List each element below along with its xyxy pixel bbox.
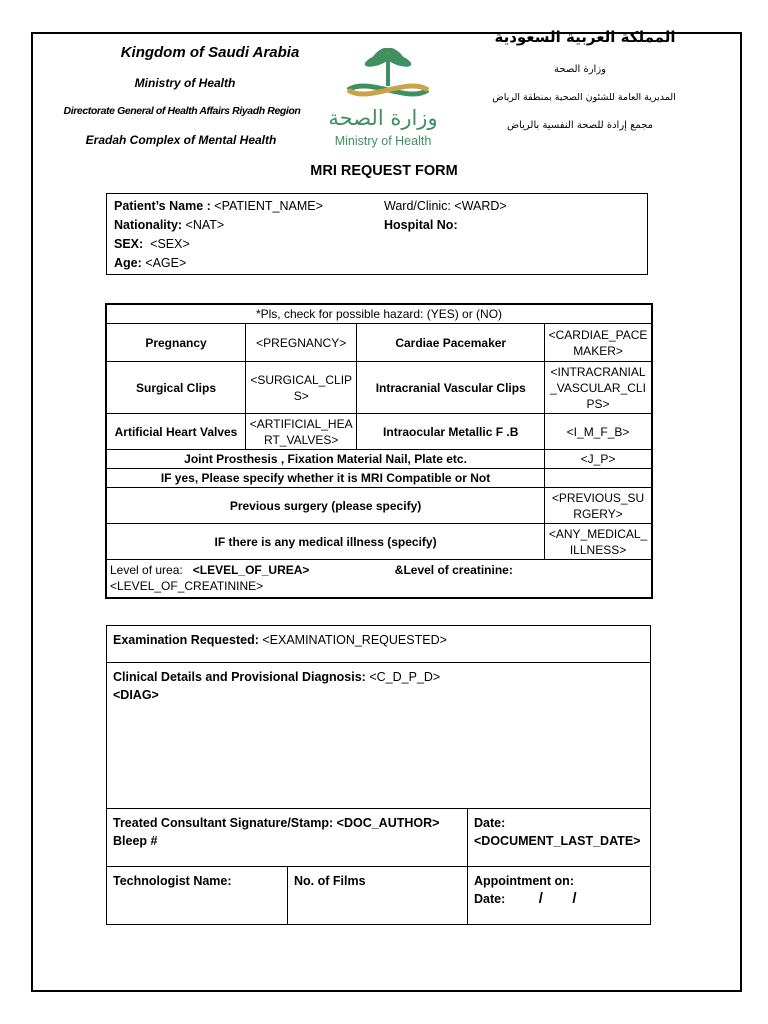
table-row (106, 524, 652, 560)
diag-value: <DIAG> (113, 688, 159, 702)
exam-requested-value: <EXAMINATION_REQUESTED> (262, 633, 447, 647)
hazard-header: *Pls, check for possible hazard: (YES) or (NO) (106, 304, 652, 324)
hazard-header-row (106, 304, 652, 324)
intraocular-label: Intraocular Metallic F .B (357, 414, 545, 450)
ward-label: Ward/Clinic: (384, 199, 451, 213)
exam-requested-cell (107, 626, 651, 663)
age-value: <AGE> (145, 256, 187, 270)
urea-label: Level of urea: (110, 563, 183, 578)
table-row (106, 488, 652, 524)
medical-illness-label: IF there is any medical illness (specify) (106, 524, 545, 560)
table-row (106, 362, 652, 414)
clinical-value: <C_D_P_D> (369, 670, 441, 684)
heart-valves-label: Artificial Heart Valves (106, 414, 246, 450)
hazard-table (105, 303, 653, 599)
patient-name-row (114, 199, 323, 213)
intracranial-label: Intracranial Vascular Clips (357, 362, 545, 414)
sex-label: SEX: (114, 237, 144, 251)
clinical-label: Clinical Details and Provisional Diagnosis: (113, 670, 366, 684)
nationality-value: <NAT> (185, 218, 225, 232)
sex-row (114, 237, 190, 251)
pacemaker-value: <CARDIAE_PACEMAKER> (545, 324, 652, 362)
date-label: Date: (474, 816, 506, 830)
patient-name-label: Patient’s Name : (114, 199, 211, 213)
form-title: MRI REQUEST FORM (310, 163, 458, 179)
patient-info-box (106, 193, 648, 275)
table-row (107, 663, 651, 809)
date-value: <DOCUMENT_LAST_DATE> (474, 834, 641, 848)
sex-value: <SEX> (150, 237, 190, 251)
nationality-label: Nationality: (114, 218, 183, 232)
technologist-cell (107, 867, 288, 925)
intracranial-value: <INTRACRANIAL_VASCULAR_CLIPS> (545, 362, 652, 414)
previous-surgery-value: <PREVIOUS_SURGERY> (545, 488, 652, 524)
header-en-complex: Eradah Complex of Mental Health (85, 133, 277, 147)
joint-label: Joint Prosthesis , Fixation Material Nail, Plate etc. (106, 450, 545, 469)
table-row (106, 324, 652, 362)
age-label: Age: (114, 256, 142, 270)
date-cell (468, 809, 651, 867)
table-row (107, 626, 651, 663)
hospital-no-label: Hospital No: (384, 218, 458, 232)
appointment-date-label: Date: (474, 892, 506, 906)
creatinine-value: <LEVEL_OF_CREATININE> (110, 579, 264, 594)
exam-requested-label: Examination Requested: (113, 633, 259, 647)
age-row (114, 256, 186, 270)
pregnancy-value: <PREGNANCY> (246, 324, 357, 362)
table-row (106, 450, 652, 469)
ward-value: <WARD> (454, 199, 507, 213)
intraocular-value: <I_M_F_B> (545, 414, 652, 450)
examination-table (106, 625, 651, 925)
header-en-ministry: Ministry of Health (134, 76, 236, 90)
header-ar-complex: مجمع إرادة للصحة النفسية بالرياض (506, 120, 654, 131)
nationality-row (114, 218, 224, 232)
table-row (106, 414, 652, 450)
urea-creatinine-cell (106, 560, 652, 598)
ward-row (384, 199, 507, 213)
logo-english-text: Ministry of Health (334, 134, 432, 148)
pregnancy-label: Pregnancy (106, 324, 246, 362)
heart-valves-value: <ARTIFICIAL_HEART_VALVES> (246, 414, 357, 450)
previous-surgery-label: Previous surgery (please specify) (106, 488, 545, 524)
medical-illness-value: <ANY_MEDICAL_ILLNESS> (545, 524, 652, 560)
creatinine-label: &Level of creatinine: (394, 563, 513, 578)
header-en-kingdom: Kingdom of Saudi Arabia (120, 44, 300, 61)
consultant-cell (107, 809, 468, 867)
pacemaker-label: Cardiae Pacemaker (357, 324, 545, 362)
clinical-details-cell (107, 663, 651, 809)
films-label: No. of Films (294, 874, 366, 888)
header-ar-ministry: وزارة الصحة (554, 64, 606, 75)
consultant-value: <DOC_AUTHOR> (336, 816, 440, 830)
header-en-directorate: Directorate General of Health Affairs Riyadh Region (63, 105, 301, 117)
logo-arabic-text: وزارة الصحة (328, 106, 438, 130)
appointment-label: Appointment on: (474, 874, 574, 888)
date-separator-1: / (538, 890, 543, 907)
urea-value: <LEVEL_OF_UREA> (192, 563, 310, 578)
bleep-label: Bleep # (113, 834, 158, 848)
joint-value: <J_P> (545, 450, 652, 469)
header-ar-kingdom: المملكة العربية السعودية (494, 28, 676, 46)
surgical-clips-value: <SURGICAL_CLIPS> (246, 362, 357, 414)
date-separator-2: / (572, 890, 577, 907)
table-row (107, 867, 651, 925)
table-row (107, 809, 651, 867)
technologist-label: Technologist Name: (113, 874, 232, 888)
mri-compatible-cell (545, 469, 652, 488)
consultant-label: Treated Consultant Signature/Stamp: (113, 816, 334, 830)
hospital-no-row (384, 218, 458, 232)
mri-compatible-note: IF yes, Please specify whether it is MRI Compatible or Not (106, 469, 545, 488)
appointment-cell (468, 867, 651, 925)
header-ar-directorate: المديرية العامة للشئون الصحية بمنطقة الرياض (492, 92, 676, 103)
table-row (106, 469, 652, 488)
palm-tree-icon (363, 48, 413, 86)
surgical-clips-label: Surgical Clips (106, 362, 246, 414)
table-row (106, 560, 652, 598)
patient-name-value: <PATIENT_NAME> (214, 199, 323, 213)
films-cell (288, 867, 468, 925)
